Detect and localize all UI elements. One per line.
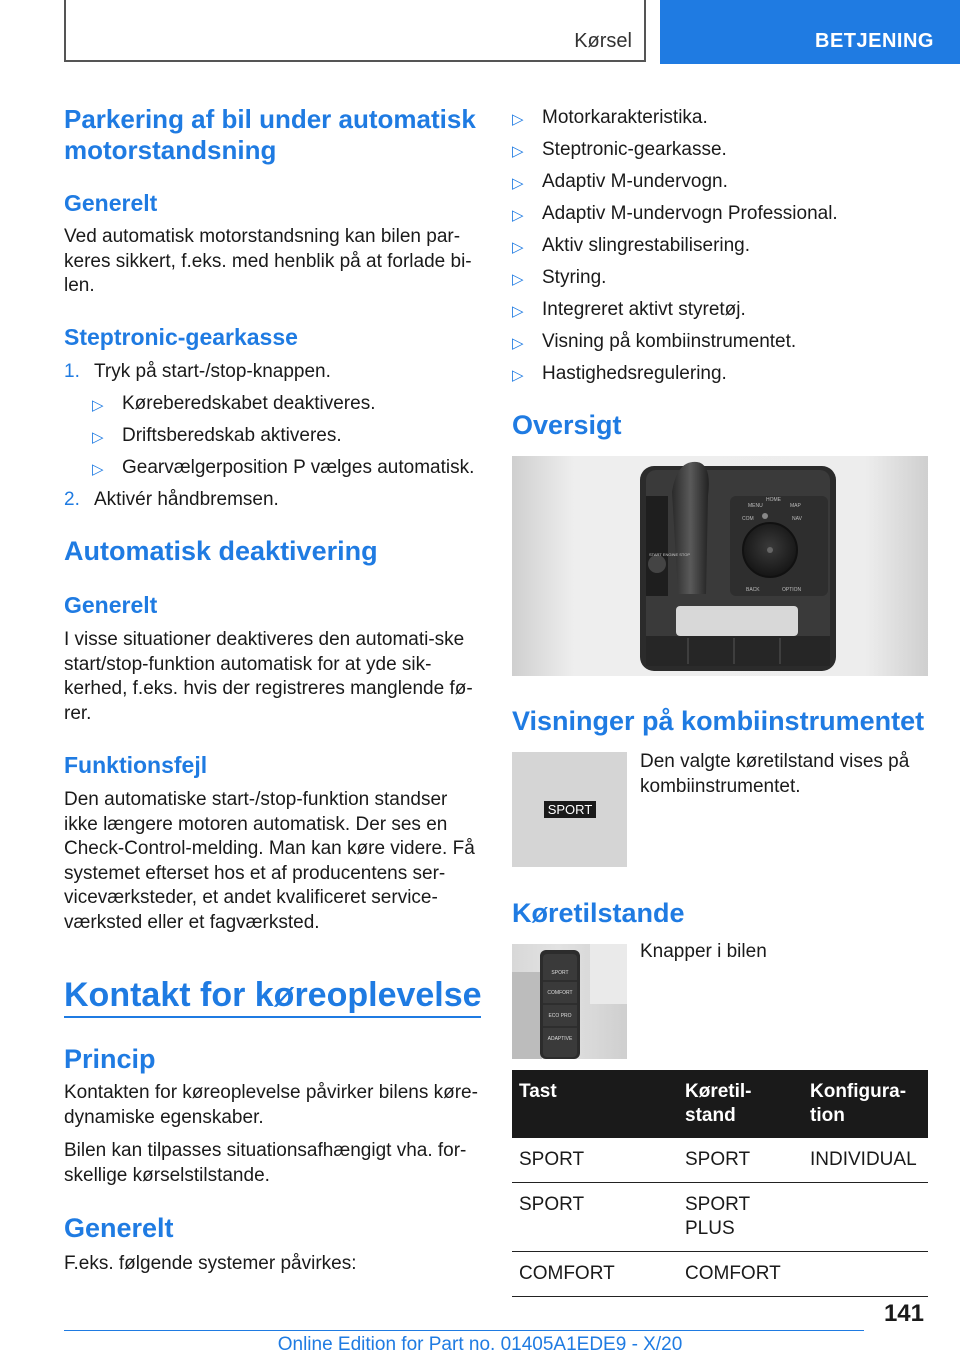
list-item-text: Adaptiv M-undervogn. <box>542 171 728 192</box>
list-item <box>512 202 932 227</box>
list-item-text: Motorkarakteristika. <box>542 107 708 128</box>
substep-text: Gearvælgerposition P vælges automatisk. <box>122 457 475 478</box>
mode-buttons-photo <box>512 944 627 1059</box>
substep-item <box>92 424 480 449</box>
list-item-text: Visning på kombiinstrumentet. <box>542 331 797 352</box>
list-item-text: Aktiv slingrestabilisering. <box>542 235 751 256</box>
triangle-bullet-icon: ▷ <box>512 335 524 352</box>
substep-item <box>92 456 480 481</box>
mode-button-label: ECO PRO <box>548 1013 572 1019</box>
triangle-bullet-icon: ▷ <box>92 397 104 414</box>
table-header-cell: Køretil-stand <box>685 1081 752 1126</box>
triangle-bullet-icon: ▷ <box>512 271 524 288</box>
footer-rule <box>64 1330 864 1331</box>
console-photo <box>512 456 928 676</box>
heading-koretilstande: Køretilstande <box>512 898 685 928</box>
triangle-bullet-icon: ▷ <box>512 143 524 160</box>
heading-oversigt: Oversigt <box>512 410 622 440</box>
list-item <box>512 106 932 131</box>
console-label: COM <box>742 516 754 522</box>
heading-automatisk-deaktivering: Automatisk deaktivering <box>64 536 378 566</box>
table-cell: SPORT PLUS <box>678 1183 803 1252</box>
table-cell: SPORT <box>512 1183 678 1252</box>
console-label: MAP <box>790 503 801 509</box>
systems-list <box>512 106 932 394</box>
console-label: NAV <box>792 516 802 522</box>
table-cell <box>803 1183 928 1252</box>
step-number: 1. <box>64 361 80 382</box>
triangle-bullet-icon: ▷ <box>92 429 104 446</box>
page-number: 141 <box>883 1300 924 1327</box>
list-item-text: Hastighedsregulering. <box>542 363 727 384</box>
heading-underline <box>64 1016 481 1018</box>
mode-button-label: ADAPTIVE <box>547 1036 573 1042</box>
table-header-row <box>512 1070 928 1138</box>
sport-badge: SPORT <box>544 801 596 818</box>
list-item <box>512 266 932 291</box>
step-text: Aktivér håndbremsen. <box>94 489 279 510</box>
list-item-text: Steptronic-gearkasse. <box>542 139 727 160</box>
table-cell: COMFORT <box>512 1252 678 1297</box>
table-row <box>512 1138 928 1183</box>
list-item <box>512 170 932 195</box>
heading-funktionsfejl: Funktionsfejl <box>64 752 208 778</box>
console-label: BACK <box>746 587 760 593</box>
modes-table <box>512 1070 928 1297</box>
list-item <box>512 138 932 163</box>
header-section-label: Kørsel <box>574 30 632 52</box>
mode-button-label: SPORT <box>551 970 569 976</box>
list-item-text: Integreret aktivt styretøj. <box>542 299 746 320</box>
triangle-bullet-icon: ▷ <box>512 111 524 128</box>
step-item <box>64 488 480 513</box>
table-row <box>512 1252 928 1297</box>
substep-text: Køreberedskabet deaktiveres. <box>122 393 376 414</box>
step-text: Tryk på start-/stop-knappen. <box>94 361 331 382</box>
list-item <box>512 234 932 259</box>
list-item <box>512 362 932 387</box>
sport-display-image <box>512 752 627 867</box>
table-cell: COMFORT <box>678 1252 803 1297</box>
text-princip-2: Bilen kan tilpasses situationsafhængigt vha. for-skellige kørselstilstande. <box>64 1140 467 1186</box>
substep-text: Driftsberedskab aktiveres. <box>122 425 342 446</box>
header-section-box <box>64 0 646 62</box>
text-visninger: Den valgte køretilstand vises på kombiinstrumentet. <box>640 751 910 797</box>
text-funktionsfejl: Den automatiske start-/stop-funktion standser ikke længere motoren automatisk. Der ses en Check-Control-melding. Man kan køre videre. Få systemet efterset hos et af producentens ser-viceværksteder, et andet kvalificeret service-værksted eller et fagværksted. <box>64 789 475 933</box>
header-chapter-label: BETJENING <box>815 30 934 52</box>
text-generelt-3: F.eks. følgende systemer påvirkes: <box>64 1253 357 1274</box>
steptronic-steps <box>64 360 480 520</box>
step-number: 2. <box>64 489 80 510</box>
console-label: MENU <box>748 503 763 509</box>
console-label: OPTION <box>782 587 802 593</box>
list-item <box>512 330 932 355</box>
table-row <box>512 1183 928 1252</box>
substep-list <box>64 392 480 481</box>
heading-steptronic: Steptronic-gearkasse <box>64 324 298 350</box>
heading-generelt-3: Generelt <box>64 1213 174 1243</box>
triangle-bullet-icon: ▷ <box>512 207 524 224</box>
console-label: START ENGINE STOP <box>649 552 691 557</box>
triangle-bullet-icon: ▷ <box>512 175 524 192</box>
table-cell: INDIVIDUAL <box>803 1138 928 1183</box>
text-koretilstande: Knapper i bilen <box>640 941 767 962</box>
console-label: HOME <box>766 497 781 503</box>
heading-visninger: Visninger på kombiinstrumentet <box>512 706 925 736</box>
table-cell <box>803 1252 928 1297</box>
text-generelt-1: Ved automatisk motorstandsning kan bilen par-keres sikkert, f.eks. med henblik på at forlade bi-len. <box>64 226 472 296</box>
substep-item <box>92 392 480 417</box>
heading-generelt-2: Generelt <box>64 592 158 618</box>
triangle-bullet-icon: ▷ <box>512 367 524 384</box>
heading-kontakt-koreoplevelse: Kontakt for køreoplevelse <box>64 976 482 1014</box>
table-cell: SPORT <box>512 1138 678 1183</box>
heading-generelt-1: Generelt <box>64 190 158 216</box>
mode-button-label: COMFORT <box>547 990 573 996</box>
table-header-cell: Tast <box>519 1081 557 1102</box>
header-chapter-box <box>660 0 960 64</box>
triangle-bullet-icon: ▷ <box>512 303 524 320</box>
triangle-bullet-icon: ▷ <box>512 239 524 256</box>
text-princip-1: Kontakten for køreoplevelse påvirker bilens køre-dynamiske egenskaber. <box>64 1082 478 1128</box>
triangle-bullet-icon: ▷ <box>92 461 104 478</box>
step-item <box>64 360 480 385</box>
heading-princip: Princip <box>64 1044 156 1074</box>
text-generelt-2: I visse situationer deaktiveres den automati-ske start/stop-funktion automatisk for at yde sik-kerhed, f.eks. hvis der registreres manglende fø-rer. <box>64 629 473 724</box>
footer-edition: Online Edition for Part no. 01405A1EDE9 - X/20 <box>277 1334 683 1355</box>
list-item-text: Adaptiv M-undervogn Professional. <box>542 203 838 224</box>
table-cell: SPORT <box>678 1138 803 1183</box>
table-header-cell: Konfigura-tion <box>810 1081 907 1126</box>
list-item <box>512 298 932 323</box>
list-item-text: Styring. <box>542 267 607 288</box>
section-title-parkering: Parkering af bil under automatisk motorstandsning <box>64 104 476 165</box>
